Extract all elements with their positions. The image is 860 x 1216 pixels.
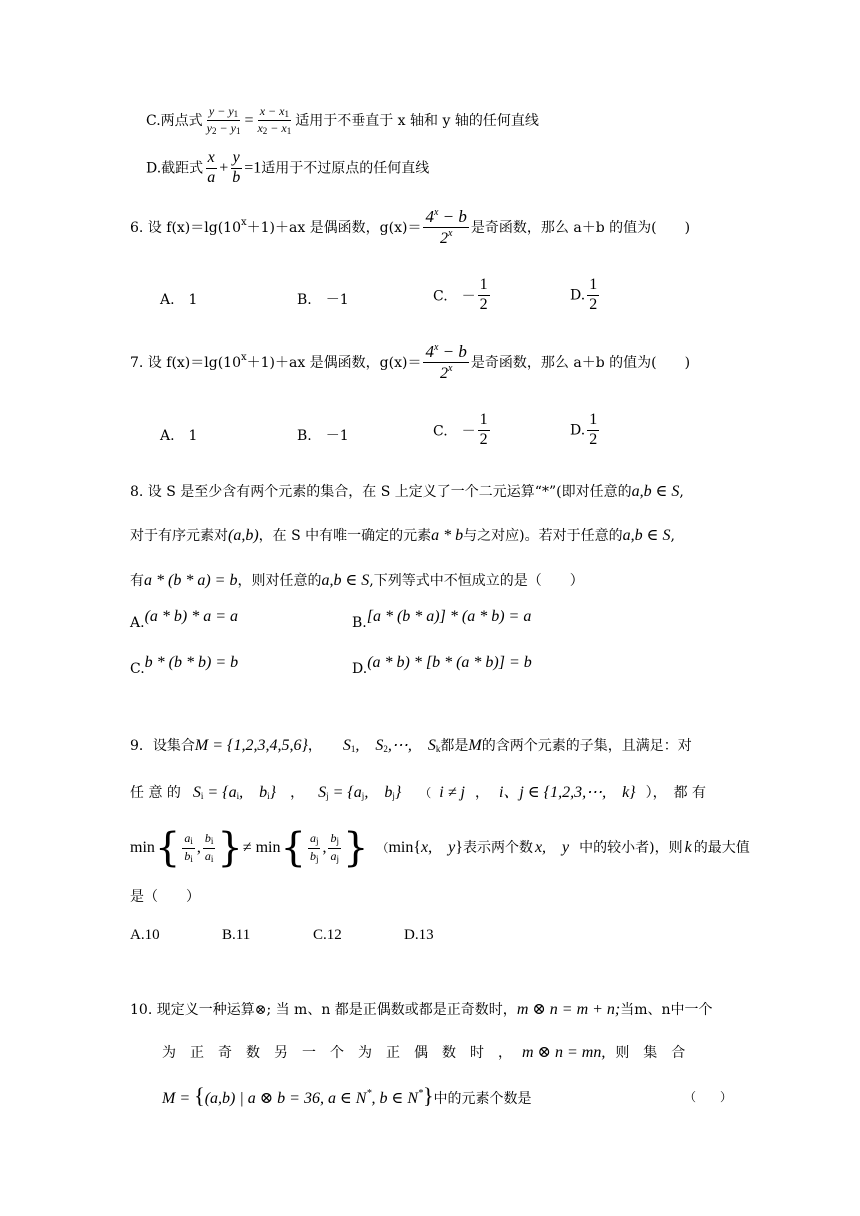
q8-line-3 <box>130 573 584 589</box>
intercept-fraction-y: $\frac{y}{b}$ <box>232 149 241 186</box>
q9-si: $S_i = \{a_i$, $b_i$} <box>192 784 277 801</box>
q9-text: ， <box>290 785 305 801</box>
q8-option-b <box>352 608 532 632</box>
q9-text: 表示两个数 <box>462 840 533 856</box>
q9-text: 都是 <box>440 738 469 754</box>
q5-option-d-suffix: 适用于不过原点的任何直线 <box>261 160 430 177</box>
q8-text: 8. 设 S 是至少含有两个元素的集合，在 S 上定义了一个二元运算“*”(即对任意的 <box>130 484 632 500</box>
q8-text: 有 <box>130 573 144 589</box>
q10-line-1 <box>130 1002 713 1018</box>
q8-math: a * (b * a) = b <box>144 572 238 589</box>
q9-set-m: M = {1,2,3,4,5,6} <box>194 737 308 754</box>
q8-option-b-math: [a * (b * a)] * (a * b) = a <box>366 608 532 625</box>
q9-option-c: C.12 <box>313 927 342 943</box>
q7-option-a: A. 1 <box>160 428 198 444</box>
q8-option-d-math: (a * b) * [b * (a * b)] = b <box>367 654 532 671</box>
q9-line-4: 是（ ） <box>130 889 200 905</box>
q8-math: a,b ∈ S <box>631 483 680 500</box>
q8-option-a <box>130 608 239 632</box>
q10-answer-blank: （ ） <box>684 1090 733 1104</box>
q8-text: ，则对任意的 <box>237 573 322 589</box>
q10-set-definition: M = {(a,b) | a ⊗ b = 36, a ∈ N*, b ∈ N*} <box>162 1083 434 1108</box>
q8-option-a-math: (a * b) * a = a <box>144 608 239 625</box>
q8-math: a,b ∈ S <box>321 572 370 589</box>
q9-text: ， <box>474 785 489 801</box>
q5-option-d: D.截距式 $\frac{x}{a}$ + $\frac{y}{b}$ =1适用于不过原点的任何直线 <box>146 149 430 186</box>
q7-stem-part: ＋1)＋ax 是偶函数，g(x)＝ <box>246 354 422 371</box>
q8-text: ,下列等式中不恒成立的是（ ） <box>369 573 584 589</box>
q7-stem-part: 是奇函数，那么 a＋b 的值为( ) <box>470 354 691 371</box>
q8-option-c-label: C. <box>130 661 145 677</box>
q6-option-a: A. 1 <box>160 292 198 308</box>
q10-text: 当m、n中一个 <box>620 1002 713 1018</box>
q8-option-d-label: D. <box>352 661 368 677</box>
q8-math: (a,b) <box>228 527 259 544</box>
q10-text: 10. 现定义一种运算⊗; 当 m、n 都是正偶数或都是正奇数时， <box>130 1002 517 1018</box>
q7-option-c-label: C. － <box>433 423 476 440</box>
q9-sj: $S_j = \{a_j$, $b_j$} <box>318 784 402 801</box>
q6-option-c: C. － $\frac{1}{2}$ <box>433 276 488 313</box>
q9-text: 中的较小者)，则 <box>579 840 683 856</box>
q8-text: 与之对应)。若对于任意的 <box>463 528 623 544</box>
q10-text: 中的元素个数是 <box>433 1091 532 1107</box>
q5-option-c: C.两点式 $\frac{y - y_1}{y_2 - y_1}$ = $\frac{x - x_1}{x_2 - x_1}$ 适用于不垂直于 x 轴和 y 轴的任何直线 <box>146 104 539 137</box>
q9-option-b: B.11 <box>222 927 251 943</box>
q8-line-1: 8. 设 S 是至少含有两个元素的集合，在 S 上定义了一个二元运算“*”(即对任意的a,b ∈ S, <box>130 483 684 500</box>
q8-math: a,b ∈ S <box>622 527 671 544</box>
q9-index-range: i、j ∈ {1,2,3,⋯, k} <box>498 784 636 801</box>
q7-option-d: D. $\frac{1}{2}$ <box>570 411 598 448</box>
q7-exponent: x <box>240 351 247 363</box>
q9-text: 的含两个元素的子集，且满足：对 <box>481 738 692 754</box>
q7-option-b: B. －1 <box>297 428 349 444</box>
q9-text: 9．设集合 <box>130 738 195 754</box>
q8-text: 对于有序元素对 <box>130 528 228 544</box>
q7-stem <box>130 343 690 383</box>
q6-stem-part: 6. 设 f(x)＝lg(10 <box>130 219 241 236</box>
q10-line-3 <box>162 1083 733 1108</box>
q5-option-d-prefix: D.截距式 <box>146 160 204 177</box>
q9-option-a: A.10 <box>130 927 160 943</box>
q9-line-3: min { $\frac{a_i}{b_i}$ , $\frac{b_i}{a_i}$ } ≠ min { $\frac{a_j}{b_j}$ , $\frac{b_j}{a_j}$ } （ min{x, y} 表示两个数 x, y 中的较小者)，则 k 的最大值 <box>130 825 750 871</box>
q9-line-2 <box>130 785 706 801</box>
q8-option-d <box>352 654 532 678</box>
q8-option-c <box>130 654 239 678</box>
q7-option-c: C. － $\frac{1}{2}$ <box>433 411 488 448</box>
q8-option-c-math: b * (b * b) = b <box>144 654 239 671</box>
q10-text: 为 正 奇 数 另 一 个 为 正 偶 数 时 ， <box>162 1045 512 1061</box>
q6-stem <box>130 208 690 248</box>
q8-math: a * b <box>431 527 464 544</box>
q7-stem-part: 7. 设 f(x)＝lg(10 <box>130 354 241 371</box>
q9-i-ne-j: i ≠ j <box>439 784 465 801</box>
q6-stem-part: 是奇函数，那么 a＋b 的值为( ) <box>470 219 691 236</box>
q9-text: 任 意 的 <box>130 785 181 801</box>
q6-g-fraction: $\frac{4^x - b}{2^x}$ <box>425 207 467 247</box>
two-point-fraction-right: $\frac{x - x_1}{x_2 - x_1}$ <box>257 104 292 137</box>
q10-math: m ⊗ n = m + n; <box>516 1001 621 1018</box>
q10-line-2 <box>162 1045 685 1061</box>
q5-option-c-suffix: 适用于不垂直于 x 轴和 y 轴的任何直线 <box>295 112 539 129</box>
q6-option-d: D. $\frac{1}{2}$ <box>570 276 598 313</box>
q6-option-b: B. －1 <box>297 292 349 308</box>
q6-option-d-label: D. <box>570 287 586 304</box>
q8-option-a-label: A. <box>130 615 145 631</box>
q9-min-left: min <box>130 839 155 856</box>
q6-exponent: x <box>240 216 247 228</box>
q6-stem-part: ＋1)＋ax 是偶函数，g(x)＝ <box>246 219 422 236</box>
q9-text: 的最大值 <box>693 840 750 856</box>
q9-option-d: D.13 <box>404 927 434 943</box>
q9-text: （ <box>419 786 432 800</box>
q6-option-c-label: C. － <box>433 288 476 305</box>
q9-subsets: $S_1$, $S_2,\cdots$, $S_k$ <box>342 737 441 754</box>
q9-line-1: 9．设集合M = {1,2,3,4,5,6}， $S_1$, $S_2,\cdots$, $S_k$都是M的含两个元素的子集，且满足：对 <box>130 737 692 754</box>
q7-option-d-label: D. <box>570 422 586 439</box>
q10-text: 则 集 合 <box>615 1045 686 1061</box>
q9-text: ）， 都 有 <box>645 785 707 801</box>
q8-text: ，在 S 中有唯一确定的元素 <box>258 528 432 544</box>
q10-math: m ⊗ n = mn, <box>522 1044 606 1061</box>
two-point-fraction-left: $\frac{y - y_1}{y_2 - y_1}$ <box>206 104 241 137</box>
q8-option-b-label: B. <box>352 615 367 631</box>
q9-min-def: min{x, y} <box>388 839 463 856</box>
intercept-fraction-x: $\frac{x}{a}$ <box>207 149 216 186</box>
q7-g-fraction: $\frac{4^x - b}{2^x}$ <box>425 342 467 382</box>
q8-line-2: 对于有序元素对(a,b)，在 S 中有唯一确定的元素a * b与之对应)。若对于任意的a,b ∈ S, <box>130 527 675 544</box>
q5-option-c-prefix: C.两点式 <box>146 112 203 129</box>
